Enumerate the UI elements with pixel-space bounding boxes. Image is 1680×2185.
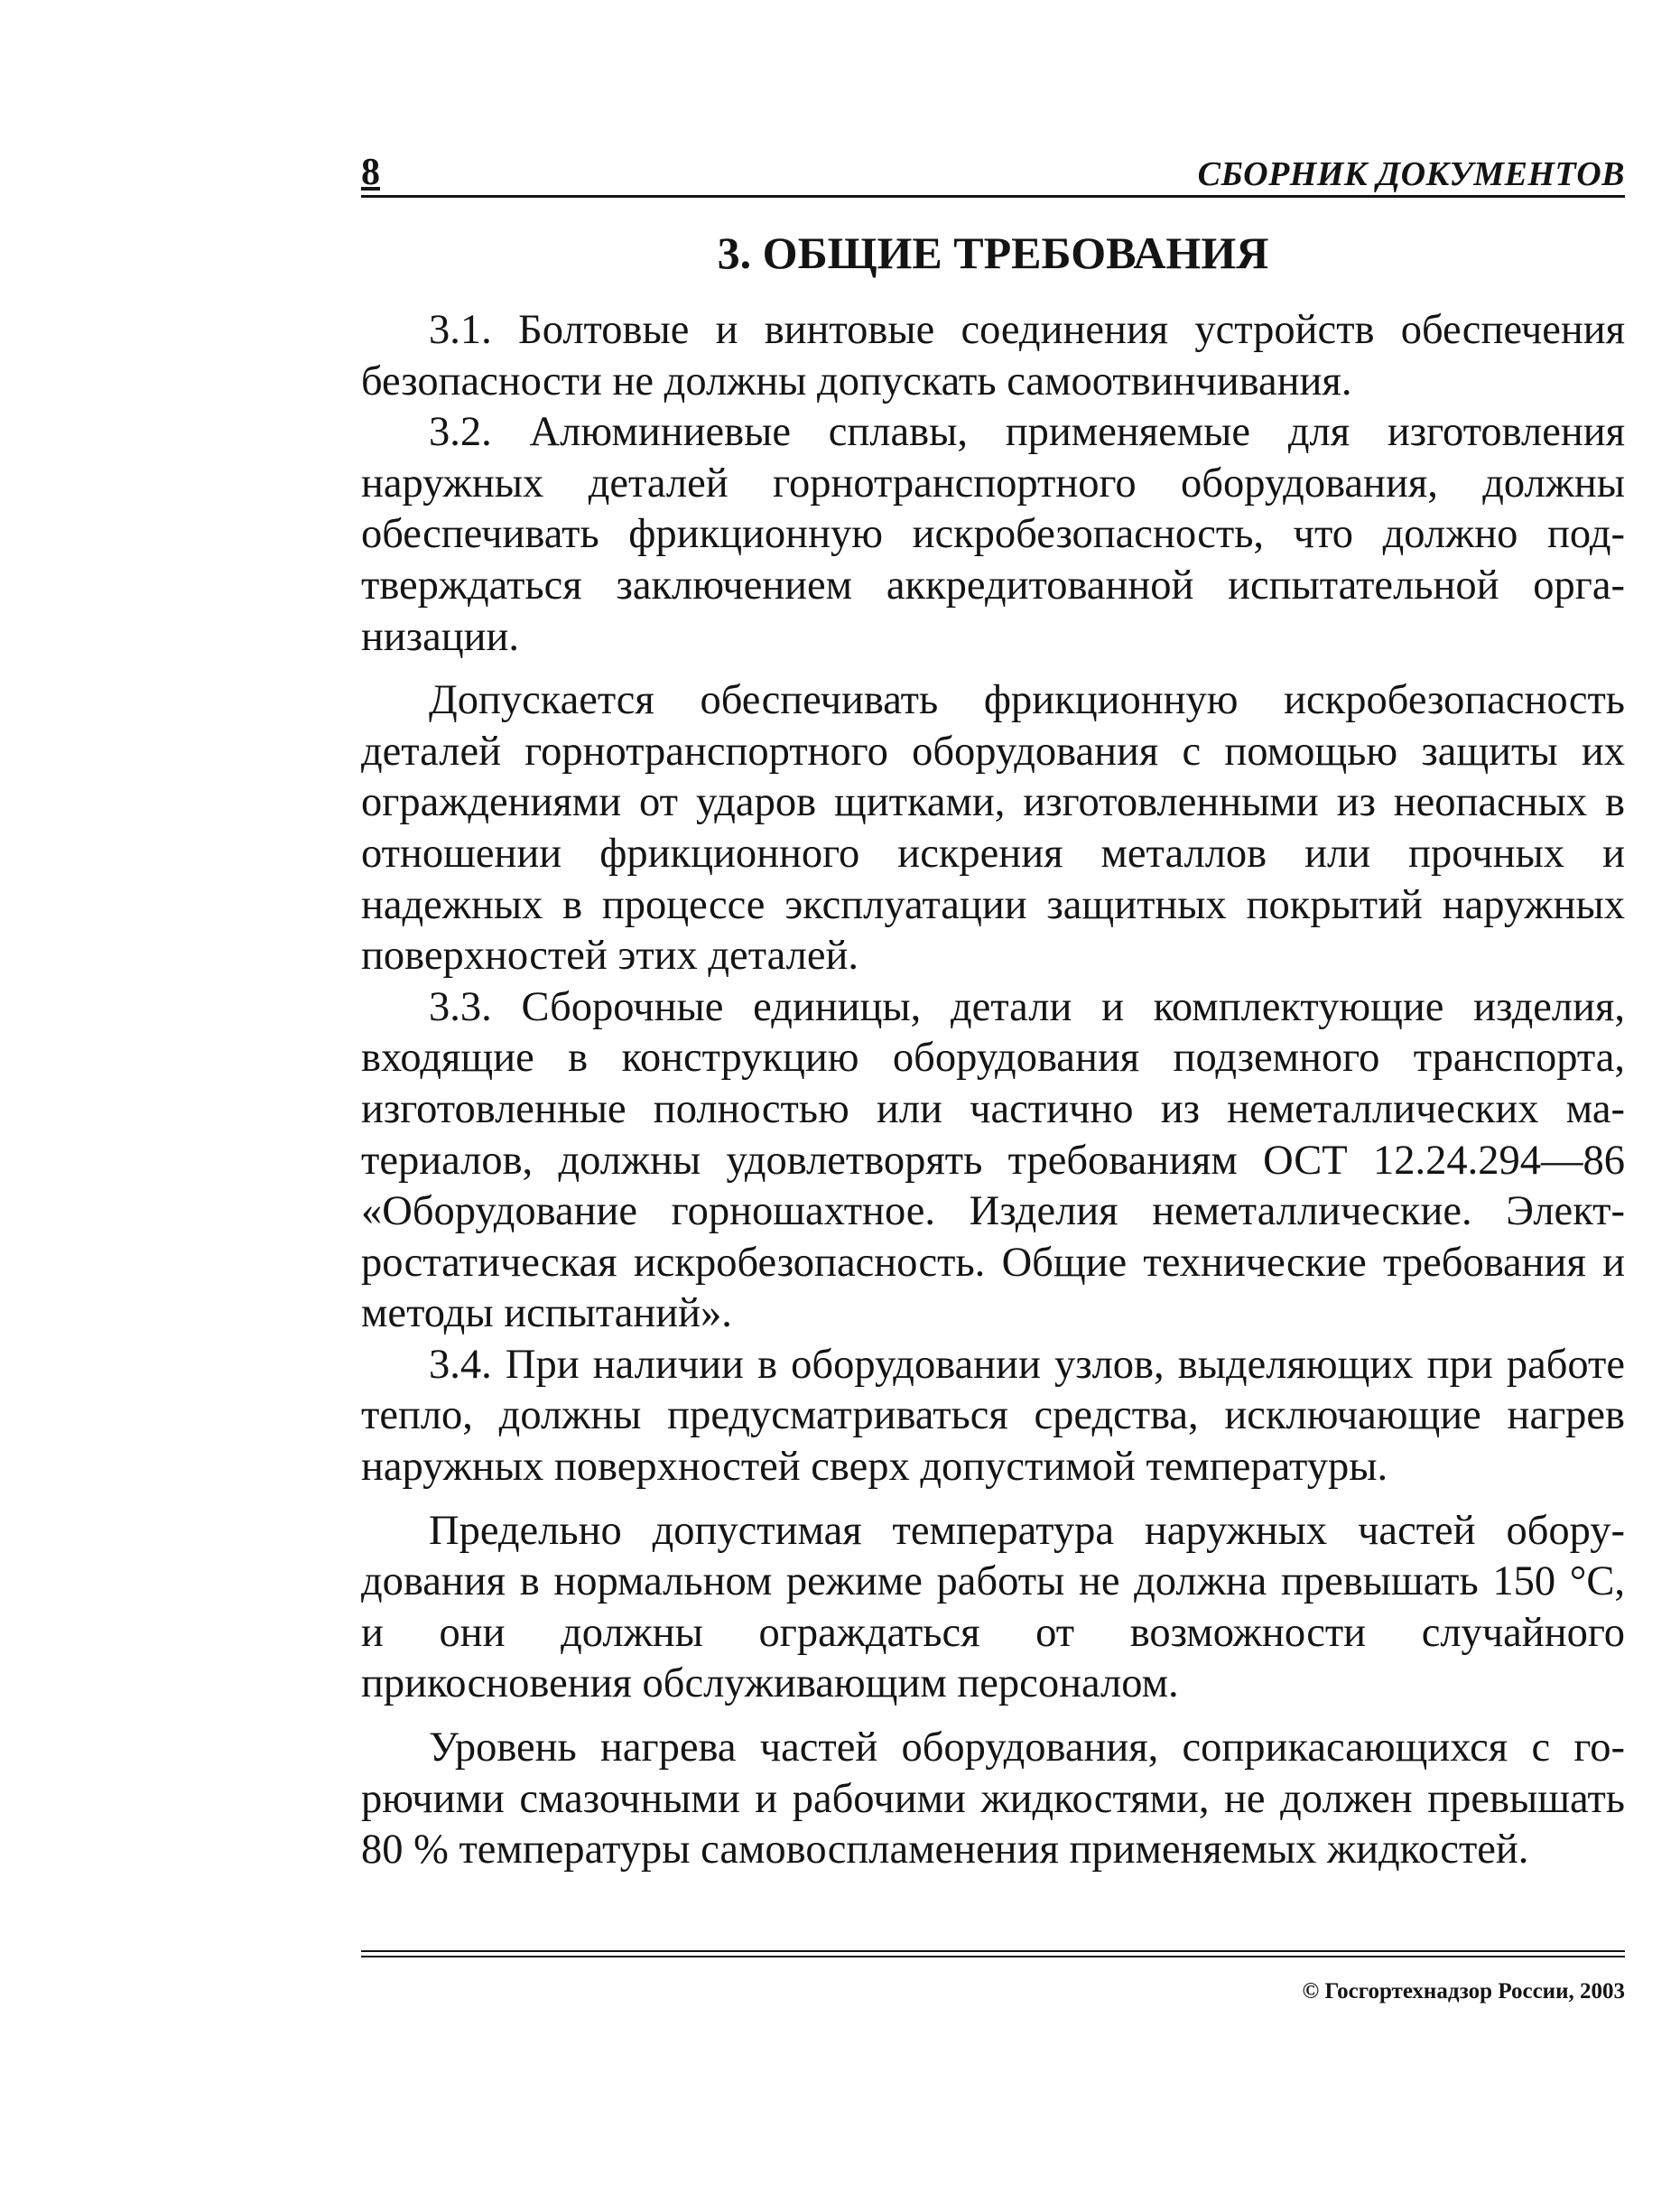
paragraph-3-2-continued: Допускается обеспечивать фрикционную искробезопасность деталей горнотранспортного оборудования с помощью защиты их ограждениями от ударов щитками, изготовленными из неопасных в отношении фрикционного искрения металлов или прочных и надежных в процессе эксплуатации защитных покрытий наружных поверхностей этих деталей.	[361, 677, 1625, 980]
paragraph-3-2: 3.2. Алюминиевые сплавы, применяемые для изготовления наружных деталей горнотранспортного оборудования, должны обеспечивать фрикционную искробезопасность, что должно подтверждаться заключением аккредитованной испытательной организации.	[361, 409, 1625, 660]
document-page	[361, 135, 1625, 2032]
paragraph-temperature-limit: Предельно допустимая температура наружных частей оборудования в нормальном режиме работы не должна превышать 150 °С, и они должны ограждаться от возможности случайного прикосновения обслуживающим персоналом.	[361, 1507, 1625, 1707]
copyright-notice: © Госгортехнадзор России, 2003	[1302, 1979, 1625, 2004]
paragraph-heating-level: Уровень нагрева частей оборудования, соприкасающихся с горючими смазочными и рабочими жидкостями, не должен превышать 80 % температуры самовоспламенения применяемых жидкостей.	[361, 1725, 1625, 1874]
section-title: 3. ОБЩИЕ ТРЕБОВАНИЯ	[717, 228, 1269, 278]
page-number: 8	[361, 152, 380, 193]
section-body	[361, 305, 1625, 1876]
footer-rule-secondary	[361, 1956, 1625, 1957]
paragraph-3-4: 3.4. При наличии в оборудовании узлов, выделяющих при работе тепло, должны предусматриваться средства, исключающие нагрев наружных поверхностей сверх допустимой температуры.	[361, 1341, 1625, 1491]
paragraph-3-3: 3.3. Сборочные единицы, детали и комплектующие изделия, входящие в конструкцию оборудования подземного транспорта, изготовленные полностью или частично из неметаллических материалов, должны удовлетворять требованиям ОСТ 12.24.294—86 «Оборудование горношахтное. Изделия неметаллические. Электростатическая искробезопасность. Общие технические требования и методы испытаний».	[361, 983, 1625, 1337]
collection-title: СБОРНИК ДОКУМЕНТОВ	[1197, 155, 1625, 193]
paragraph-3-1: 3.1. Болтовые и винтовые соединения устройств обеспечения безопасности не должны допускать самоотвинчивания.	[361, 307, 1625, 404]
footer-rule	[361, 1950, 1625, 1952]
running-header	[361, 135, 1625, 198]
